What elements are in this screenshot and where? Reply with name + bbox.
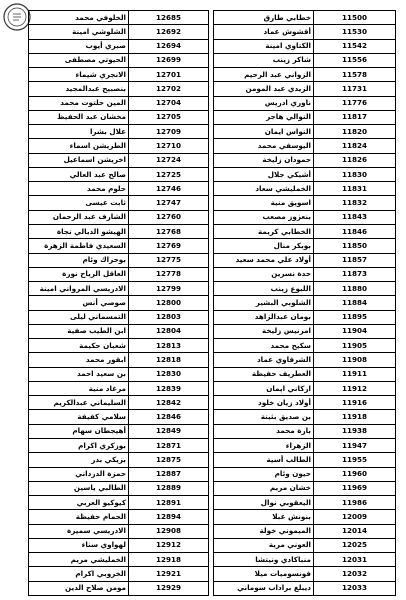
table-row	[29, 125, 209, 139]
candidate-name: الخطابي كريمة	[214, 224, 314, 238]
candidate-name: ابن الطيب صفية	[29, 324, 129, 338]
candidate-name: بوبكر منال	[214, 239, 314, 253]
candidate-number: 12709	[129, 125, 209, 139]
candidate-name: ابقور محمد	[29, 353, 129, 367]
candidate-number: 11908	[314, 353, 396, 367]
table-row	[214, 167, 396, 181]
candidate-name: لهواوي سناء	[29, 538, 129, 552]
table-row	[29, 68, 209, 82]
candidate-number: 12803	[129, 310, 209, 324]
table-row	[214, 68, 396, 82]
table-row	[214, 110, 396, 124]
table-row	[214, 196, 396, 210]
candidate-number: 11955	[314, 453, 396, 467]
table-row	[29, 224, 209, 238]
table-row	[29, 553, 209, 567]
candidate-name: اليوسفي محمد	[214, 139, 314, 153]
candidate-number: 11831	[314, 182, 396, 196]
candidate-name: العاقل الرياح نورة	[29, 267, 129, 281]
table-row	[29, 410, 209, 424]
table-row	[29, 438, 209, 452]
candidate-name: العطريف حفيظة	[214, 367, 314, 381]
table-row	[29, 510, 209, 524]
candidate-number: 12778	[129, 267, 209, 281]
candidate-number: 11916	[314, 396, 396, 410]
candidate-name: الزيدي عبد المومن	[214, 82, 314, 96]
candidate-number: 12846	[129, 410, 209, 424]
candidate-name: ثابت عيسى	[29, 196, 129, 210]
candidate-number: 12760	[129, 210, 209, 224]
candidate-name: حلوم محمد	[29, 182, 129, 196]
candidate-number: 11911	[314, 367, 396, 381]
candidate-number: 12710	[129, 139, 209, 153]
candidate-number: 12921	[129, 567, 209, 581]
candidate-number: 12009	[314, 510, 396, 524]
candidate-name: مومن صلاح الدين	[29, 581, 129, 595]
table-row	[214, 253, 396, 267]
table-row	[29, 153, 209, 167]
candidate-name: الشلوبي البشير	[214, 296, 314, 310]
candidate-number: 12702	[129, 82, 209, 96]
table-row	[214, 182, 396, 196]
candidate-name: الزواني عبد الرحيم	[214, 68, 314, 82]
table-row	[214, 39, 396, 53]
candidate-name: الخمليشي سعاد	[214, 182, 314, 196]
candidate-number: 12912	[129, 538, 209, 552]
candidate-name: ديبلغ براداب سوماني	[214, 581, 314, 595]
table-row	[214, 82, 396, 96]
candidate-name: الطريشن اسماء	[29, 139, 129, 153]
candidate-name: الهيشو الدبالي نجاة	[29, 224, 129, 238]
right-table	[213, 10, 396, 596]
candidate-name: سكيح محمد	[214, 339, 314, 353]
candidate-name: أولاد علي محمد سعيد	[214, 253, 314, 267]
table-row	[214, 481, 396, 495]
table-row	[214, 282, 396, 296]
candidate-number: 11986	[314, 496, 396, 510]
candidate-number: 11846	[314, 224, 396, 238]
candidate-name: بنونش عبلا	[214, 510, 314, 524]
table-row	[214, 11, 396, 25]
candidate-name: الشلوشي امينة	[29, 25, 129, 39]
table-row	[214, 96, 396, 110]
candidate-name: امرنيس زليخة	[214, 324, 314, 338]
candidate-name: شاكر زينب	[214, 53, 314, 67]
table-row	[29, 424, 209, 438]
table-row	[29, 296, 209, 310]
table-row	[29, 538, 209, 552]
table-row	[214, 224, 396, 238]
candidate-name: الكتاوي امينة	[214, 39, 314, 53]
candidate-number: 12032	[314, 567, 396, 581]
candidate-number: 12705	[129, 110, 209, 124]
table-row	[29, 396, 209, 410]
table-row	[29, 82, 209, 96]
candidate-number: 11830	[314, 167, 396, 181]
candidate-number: 12799	[129, 282, 209, 296]
candidate-number: 12894	[129, 510, 209, 524]
candidate-name: صوصي أنس	[29, 296, 129, 310]
candidate-name: النواس ايمان	[214, 125, 314, 139]
candidate-number: 12704	[129, 96, 209, 110]
table-row	[214, 453, 396, 467]
candidate-number: 12014	[314, 524, 396, 538]
table-row	[214, 581, 396, 595]
table-row	[29, 239, 209, 253]
table-row	[214, 567, 396, 581]
candidate-name: مرغاد منية	[29, 381, 129, 395]
candidate-name: بنعزوز مصعب	[214, 210, 314, 224]
candidate-number: 11542	[314, 39, 396, 53]
candidate-number: 12685	[129, 11, 209, 25]
candidate-number: 12871	[129, 438, 209, 452]
candidate-number: 11912	[314, 381, 396, 395]
table-row	[29, 496, 209, 510]
candidate-number: 11826	[314, 153, 396, 167]
table-row	[29, 310, 209, 324]
table-row	[29, 353, 209, 367]
candidate-number: 12699	[129, 53, 209, 67]
table-row	[29, 324, 209, 338]
candidate-name: اخريشن اسماعيل	[29, 153, 129, 167]
candidate-name: حمزة الدرداني	[29, 467, 129, 481]
candidate-number: 12804	[129, 324, 209, 338]
candidate-name: المين حلتوت محمد	[29, 96, 129, 110]
candidate-name: أهيجطان سهام	[29, 424, 129, 438]
table-row	[214, 438, 396, 452]
candidate-name: خشان مريم	[214, 481, 314, 495]
candidate-name: شعبان حكيمة	[29, 339, 129, 353]
table-row	[29, 567, 209, 581]
table-row	[214, 538, 396, 552]
table-row	[29, 481, 209, 495]
table-row	[214, 381, 396, 395]
candidate-number: 12769	[129, 239, 209, 253]
candidate-number: 12800	[129, 296, 209, 310]
candidate-number: 12908	[129, 524, 209, 538]
candidate-number: 12768	[129, 224, 209, 238]
candidate-number: 12724	[129, 153, 209, 167]
candidate-number: 12849	[129, 424, 209, 438]
candidate-number: 11578	[314, 68, 396, 82]
candidate-number: 11873	[314, 267, 396, 281]
candidate-name: الخمليشي مريم	[29, 553, 129, 567]
table-row	[214, 524, 396, 538]
table-row	[214, 424, 396, 438]
candidate-name: بزيكي بدر	[29, 453, 129, 467]
candidate-number: 11556	[314, 53, 396, 67]
candidate-number: 12839	[129, 381, 209, 395]
table-row	[29, 39, 209, 53]
candidate-name: الحيوتي مصطفى	[29, 53, 129, 67]
candidate-number: 11832	[314, 196, 396, 210]
candidate-number: 12694	[129, 39, 209, 53]
candidate-number: 12891	[129, 496, 209, 510]
candidate-name: أشيكي جلال	[214, 167, 314, 181]
candidate-name: فونسوميات ميلا	[214, 567, 314, 581]
candidate-name: النوالي هاجر	[214, 110, 314, 124]
candidate-name: صبري أيوب	[29, 39, 129, 53]
table-row	[29, 139, 209, 153]
candidate-name: بوزكري اكرام	[29, 438, 129, 452]
table-row	[29, 367, 209, 381]
candidate-name: بوحراك وئام	[29, 253, 129, 267]
candidate-name: منباكادي ونيتشا	[214, 553, 314, 567]
candidate-name: حمودان زليخة	[214, 153, 314, 167]
candidate-name: علال بشرا	[29, 125, 129, 139]
table-row	[214, 25, 396, 39]
candidate-number: 11850	[314, 239, 396, 253]
candidate-name: الادريسي سميرة	[29, 524, 129, 538]
candidate-name: اللبوع زينب	[214, 282, 314, 296]
candidate-name: مخشان عبد الحفيظ	[29, 110, 129, 124]
candidate-number: 11820	[314, 125, 396, 139]
candidate-name: حيون وئام	[214, 467, 314, 481]
table-row	[214, 125, 396, 139]
candidate-number: 11500	[314, 11, 396, 25]
candidate-number: 12025	[314, 538, 396, 552]
table-row	[29, 25, 209, 39]
candidate-number: 11947	[314, 438, 396, 452]
candidate-number: 12918	[129, 553, 209, 567]
candidate-number: 11530	[314, 25, 396, 39]
table-row	[29, 381, 209, 395]
table-row	[214, 510, 396, 524]
candidate-number: 12889	[129, 481, 209, 495]
table-row	[29, 253, 209, 267]
candidate-name: بن صديق بثينة	[214, 410, 314, 424]
candidate-name: اليعقوبي نوال	[214, 496, 314, 510]
table-row	[29, 581, 209, 595]
table-row	[29, 453, 209, 467]
candidate-name: سلامي كفيفة	[29, 410, 129, 424]
table-row	[214, 496, 396, 510]
candidate-number: 12813	[129, 339, 209, 353]
candidate-number: 12692	[129, 25, 209, 39]
table-row	[214, 367, 396, 381]
candidate-name: الطالبي ياسين	[29, 481, 129, 495]
table-row	[214, 467, 396, 481]
candidate-name: بارة محمد	[214, 424, 314, 438]
candidate-number: 12887	[129, 467, 209, 481]
candidate-name: الادريسي المرواني امينة	[29, 282, 129, 296]
table-row	[29, 524, 209, 538]
candidate-number: 11938	[314, 424, 396, 438]
candidate-name: السعيدي فاطمة الزهرة	[29, 239, 129, 253]
candidate-number: 11731	[314, 82, 396, 96]
candidate-number: 12746	[129, 182, 209, 196]
table-row	[214, 296, 396, 310]
candidate-number: 12747	[129, 196, 209, 210]
table-row	[214, 553, 396, 567]
candidate-name: ناوري ادريس	[214, 96, 314, 110]
candidate-name: حدة نسرين	[214, 267, 314, 281]
table-row	[29, 282, 209, 296]
candidate-name: صالح عبد العالي	[29, 167, 129, 181]
candidate-number: 11969	[314, 481, 396, 495]
candidate-name: الحمام حفيظة	[29, 510, 129, 524]
table-row	[29, 196, 209, 210]
candidate-number: 11918	[314, 410, 396, 424]
candidate-number: 11824	[314, 139, 396, 153]
table-row	[29, 182, 209, 196]
table-row	[29, 11, 209, 25]
left-table	[28, 10, 209, 596]
candidate-name: العوني مرية	[214, 538, 314, 552]
candidate-name: التمسماني ليلى	[29, 310, 129, 324]
results-tables	[28, 10, 394, 596]
candidate-number: 11904	[314, 324, 396, 338]
candidate-number: 12818	[129, 353, 209, 367]
candidate-number: 11776	[314, 96, 396, 110]
table-row	[214, 139, 396, 153]
table-row	[29, 210, 209, 224]
table-row	[29, 167, 209, 181]
table-row	[214, 239, 396, 253]
table-row	[29, 267, 209, 281]
candidate-name: الانجري شيماء	[29, 68, 129, 82]
candidate-number: 12842	[129, 396, 209, 410]
candidate-number: 12701	[129, 68, 209, 82]
table-row	[29, 467, 209, 481]
table-row	[214, 153, 396, 167]
table-row	[29, 53, 209, 67]
candidate-name: الطالب أسية	[214, 453, 314, 467]
candidate-name: أولاد زيان خلود	[214, 396, 314, 410]
table-row	[214, 267, 396, 281]
table-row	[214, 396, 396, 410]
candidate-name: السليماني عبدالكريم	[29, 396, 129, 410]
candidate-name: أقشوش عماد	[214, 25, 314, 39]
candidate-number: 11817	[314, 110, 396, 124]
candidate-name: الشارف عبد الرحمان	[29, 210, 129, 224]
candidate-number: 12929	[129, 581, 209, 595]
candidate-name: بن سعيد احمد	[29, 367, 129, 381]
candidate-name: الخلوفي محمد	[29, 11, 129, 25]
table-row	[29, 110, 209, 124]
candidate-number: 11895	[314, 310, 396, 324]
candidate-number: 12033	[314, 581, 396, 595]
candidate-name: بنصبيح عبدالمجيد	[29, 82, 129, 96]
table-row	[214, 324, 396, 338]
table-row	[29, 339, 209, 353]
table-row	[29, 96, 209, 110]
candidate-number: 11884	[314, 296, 396, 310]
candidate-name: الميموني خولة	[214, 524, 314, 538]
candidate-name: بومان عبدالزاهد	[214, 310, 314, 324]
candidate-number: 11843	[314, 210, 396, 224]
candidate-number: 11960	[314, 467, 396, 481]
table-row	[214, 339, 396, 353]
candidate-name: الزهراء	[214, 438, 314, 452]
candidate-number: 12875	[129, 453, 209, 467]
candidate-number: 11857	[314, 253, 396, 267]
table-row	[214, 210, 396, 224]
candidate-number: 11880	[314, 282, 396, 296]
candidate-name: اركاني ايمان	[214, 381, 314, 395]
candidate-number: 12031	[314, 553, 396, 567]
table-row	[214, 53, 396, 67]
table-row	[214, 410, 396, 424]
candidate-name: الشرقاوي عماد	[214, 353, 314, 367]
table-row	[214, 310, 396, 324]
candidate-name: اسويق منية	[214, 196, 314, 210]
table-row	[214, 353, 396, 367]
candidate-name: كيوكيو العربي	[29, 496, 129, 510]
candidate-number: 12775	[129, 253, 209, 267]
candidate-name: الخروبي اكرام	[29, 567, 129, 581]
candidate-number: 11905	[314, 339, 396, 353]
candidate-number: 12725	[129, 167, 209, 181]
candidate-name: خطابي طارق	[214, 11, 314, 25]
candidate-number: 12830	[129, 367, 209, 381]
